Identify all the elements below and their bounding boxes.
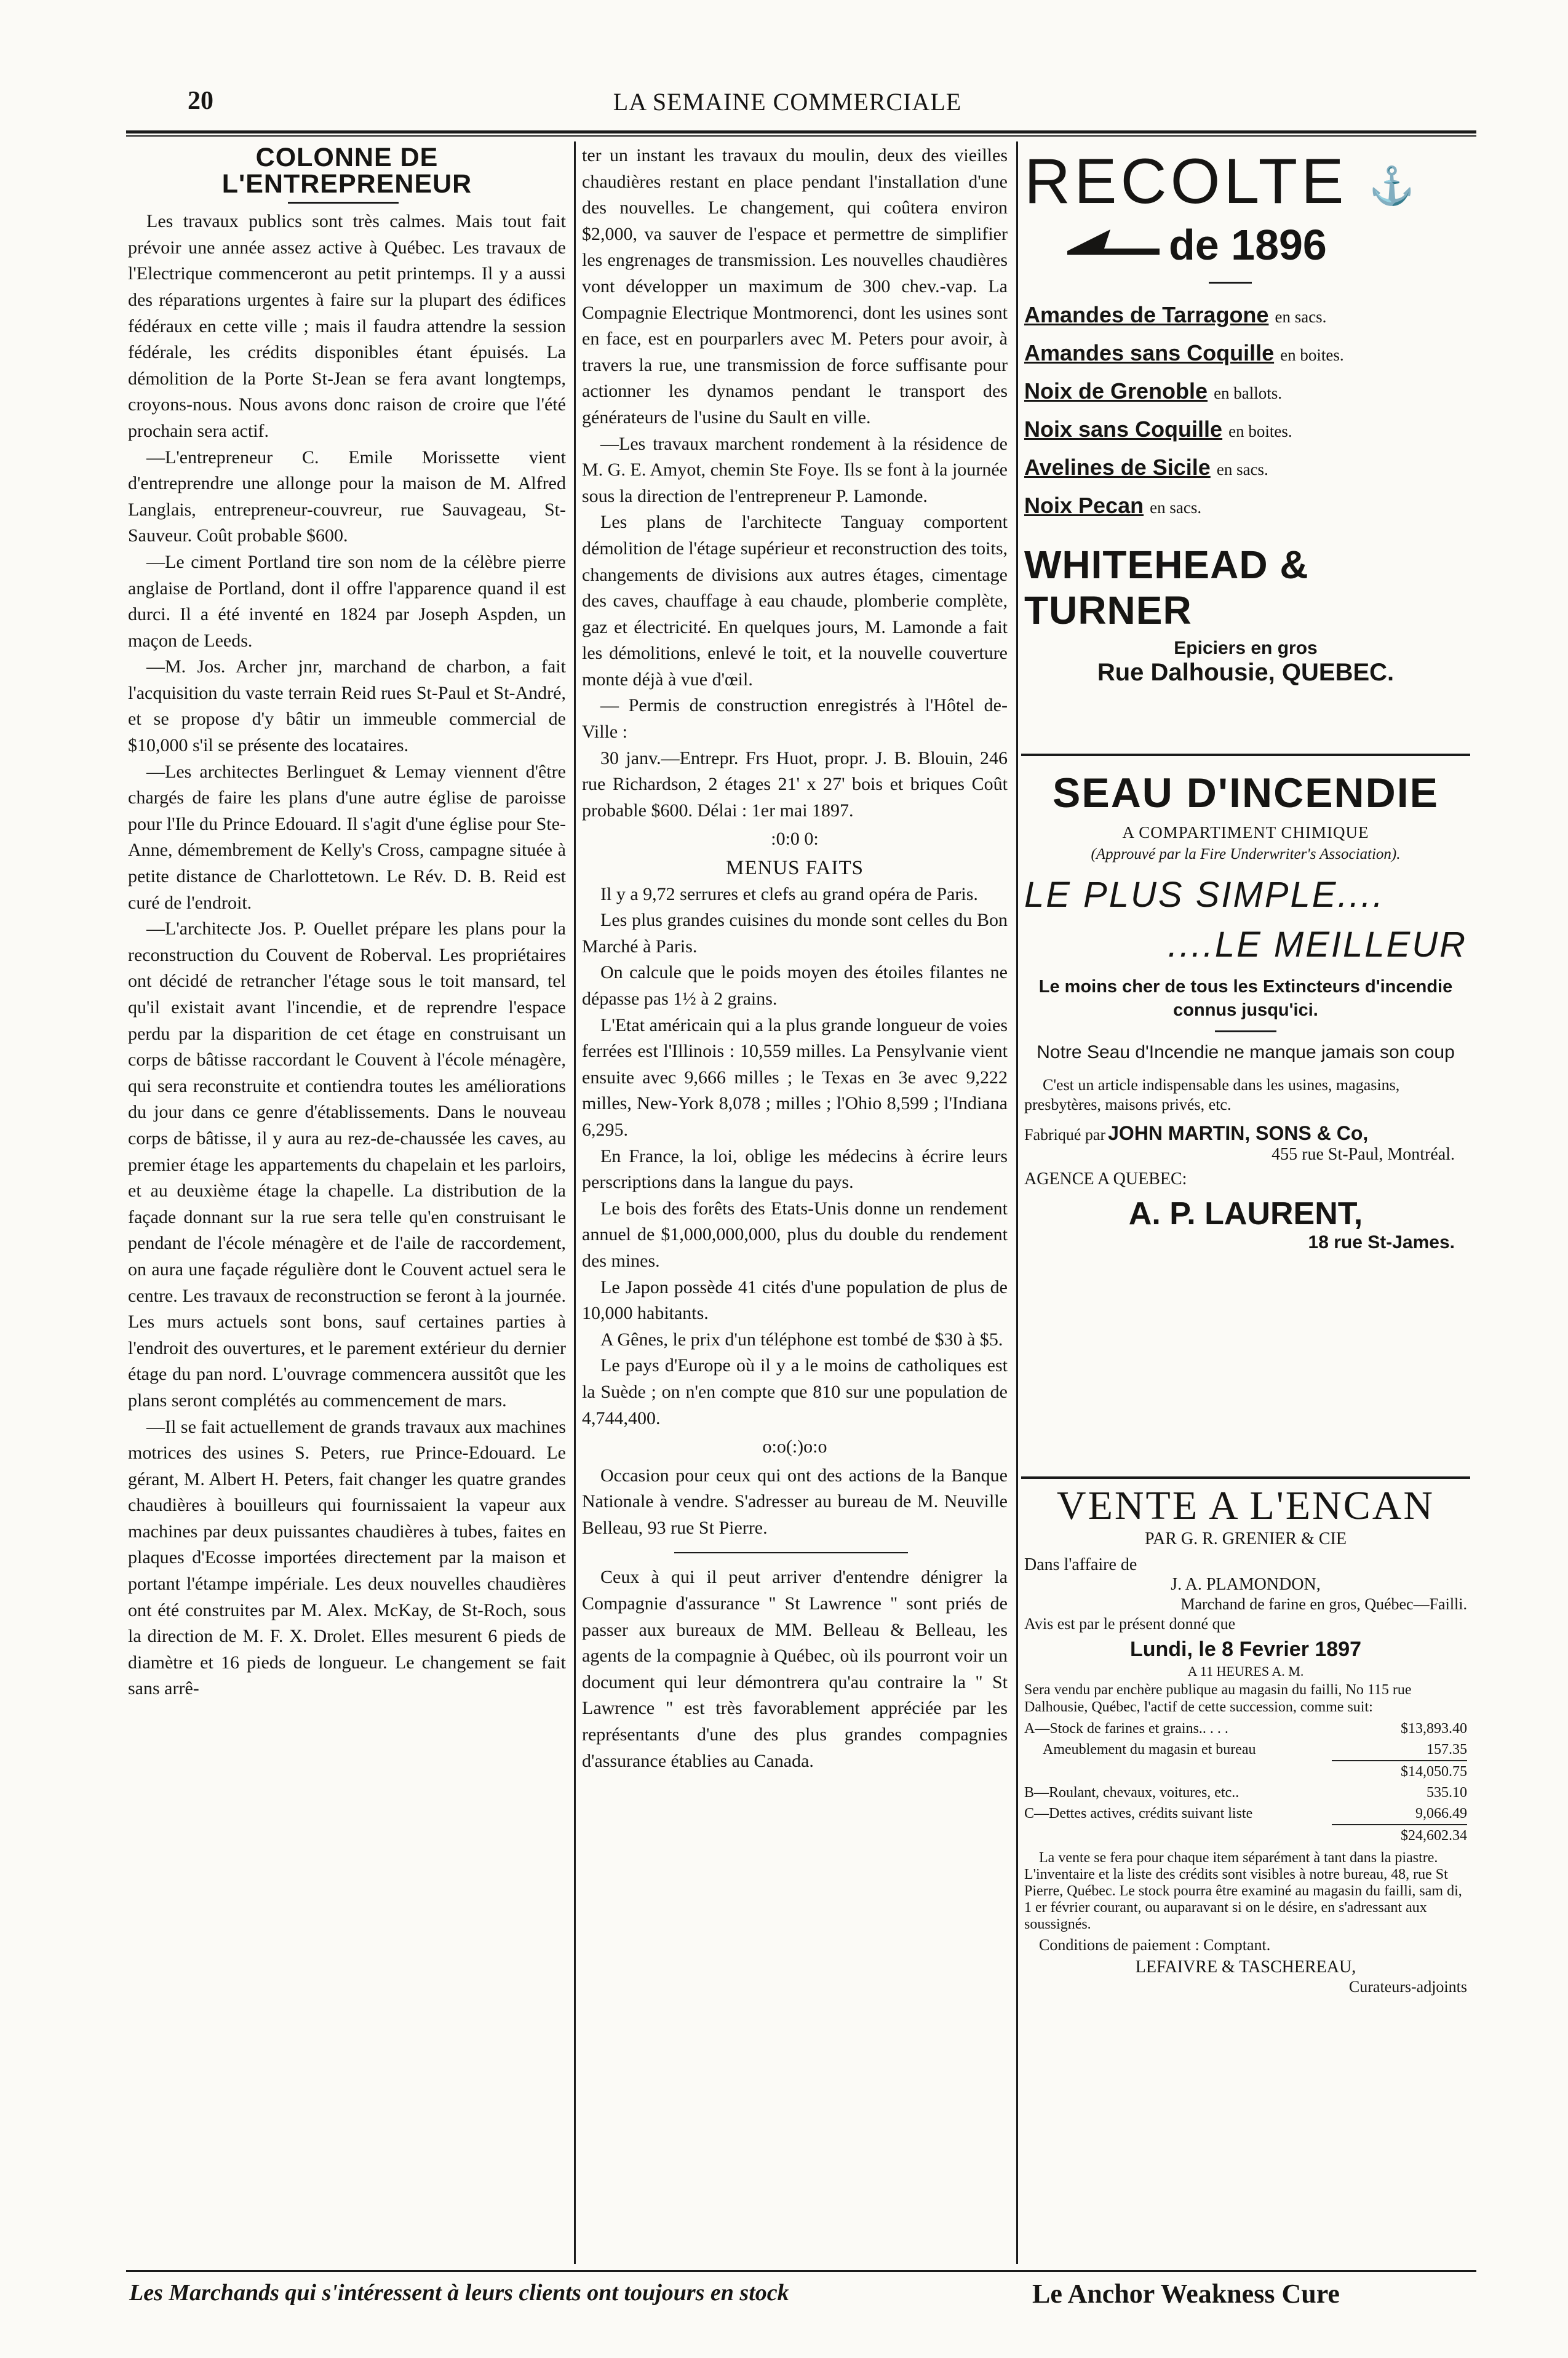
column-divider <box>574 141 576 2264</box>
paragraph: 30 janv.—Entrepr. Frs Huot, propr. J. B. Blouin, 246 rue Richardson, 2 étages 21' x 27' bois et briques Coût probable $600. Délai : 1er mai 1897. <box>582 747 1008 821</box>
menus-item: Les plus grandes cuisines du monde sont celles du Bon Marché à Paris. <box>582 910 1008 957</box>
paragraph: Les plans de l'architecte Tanguay comportent démolition de l'étage supérieur et reconstruction des toits, changements de divisions aux autres étages, cimentage des caves, chauffage à eau chaude, plomberie complète, gaz et électricité. En quelques jours, M. Lamonde a fait les démolitions, enlevé le toit, et la nouvelle couverture monte déjà à vue d'œil. <box>582 512 1008 690</box>
menus-item: Le pays d'Europe où il y a le moins de catholiques est la Suède ; on n'en compte que 810 sur une population de 4,744,400. <box>582 1355 1008 1428</box>
footer-rule <box>126 2270 1476 2272</box>
seau-agent-address: 18 rue St-James. <box>1308 1232 1455 1253</box>
paragraph: ter un instant les travaux du moulin, deux des vieilles chaudières restant en place pendant l'installation d'une des nouvelles. Le changement, qui coûtera environ $2,000, va sauver de l'espace et permettre de simplifier les engrenages de transmission. Les nouvelles chaudières vont développer un maximum de 300 chev.-vap. La Compagnie Electrique Montmorenci, dont les usines sont en face, est en pourparlers avec M. Peters pour avoir, à travers la rue, une transmission de force suffisante pour actionner les dynamos pendant le transport des générateurs de l'usine du Sault en ville. <box>582 145 1008 428</box>
title-rule <box>288 202 399 204</box>
product-line: Amandes de Tarragone en sacs. <box>1024 301 1327 327</box>
vente-table <box>1024 1718 1467 1846</box>
ad-vente <box>1024 1483 1467 1997</box>
vente-row: Ameublement du magasin et bureau 157.35 <box>1043 1742 1467 1758</box>
seau-simple: LE PLUS SIMPLE.... <box>1024 875 1385 915</box>
anchor-icon: ⚓ <box>1369 165 1419 207</box>
vente-conditions: Conditions de paiement : Comptant. <box>1039 1936 1271 1954</box>
header-rule-thin <box>126 135 1476 137</box>
ad-seau <box>1024 769 1467 1253</box>
menus-item: Le Japon possède 41 cités d'une population de plus de 10,000 habitants. <box>582 1277 1008 1324</box>
arrow-icon <box>1067 226 1160 263</box>
menus-title: MENUS FAITS <box>725 857 864 880</box>
seau-article: C'est un article indispensable dans les usines, magasins, presbytères, maisons privés, etc. <box>1024 1076 1400 1113</box>
menus-item: L'Etat américain qui a la plus grande longueur de voies ferrées est l'Illinois : 10,559 milles. La Pensylvanie vient ensuite avec 9,666 milles ; le Texas en 3e avec 9,222 milles, New-York 8,078 ; milles ; l'Ohio 8,599 ; l'Indiana 6,295. <box>582 1014 1008 1140</box>
product-line: Noix sans Coquille en boites. <box>1024 416 1292 442</box>
vente-sera: Sera vendu par enchère publique au magasin du failli, No 115 rue Dalhousie, Québec, l'actif de cette succession, comme suit: <box>1024 1682 1412 1715</box>
column-divider <box>1016 141 1018 2264</box>
section-title: COLONNE DE L'ENTREPRENEUR <box>221 145 472 199</box>
vente-heure: A 11 HEURES A. M. <box>1187 1663 1304 1679</box>
notice-occasion: Occasion pour ceux qui ont des actions de la Banque Nationale à vendre. S'adresser au bureau de M. Neuville Belleau, 93 rue St Pierre. <box>582 1465 1008 1538</box>
notice-rule <box>674 1552 908 1553</box>
notice-ceux: Ceux à qui il peut arriver d'entendre dénigrer la Compagnie d'assurance " St Lawrence " sont priés de passer aux bureaux de MM. Belleau & Belleau, les agents de la compagnie à Québec, où ils pourront voir un document qui leur démontrera qu'au contraire la " St Lawrence " est très favorablement appréciée par les représentants d'une des plus grandes compagnies d'assurance établies au Canada. <box>582 1567 1008 1771</box>
ad-divider <box>1021 754 1470 756</box>
footer-right: Le Anchor Weakness Cure <box>1032 2279 1340 2309</box>
seau-meilleur: ....LE MEILLEUR <box>1168 925 1467 965</box>
seau-fabrique: Fabriqué par JOHN MARTIN, SONS & Co, <box>1024 1122 1369 1144</box>
seau-agence: AGENCE A QUEBEC: <box>1024 1169 1187 1189</box>
paragraph: —Il se fait actuellement de grands travaux aux machines motrices des usines S. Peters, rue Prince-Edouard. Le gérant, M. Albert H. Peters, fait changer les quatre grandes chaudières à bouilleurs qui fournissaient la vapeur aux machines par deux puissantes chaudières à tubes, faites en plaques d'Ecosse importées directement par la maison et portant l'étampe impériale. Les deux nouvelles chaudières ont été construites par M. Alex. McKay, de St-Roch, sous la direction de M. F. X. Drolet. Elles mesurent 6 pieds de diamètre et 16 pieds de longueur. Le changement se fait sans arrê- <box>128 1416 566 1699</box>
paragraph: —L'entrepreneur C. Emile Morissette vient d'entreprendre une allonge pour la maison de M. Alfred Langlais, entrepreneur-couvreur, rue Sauvageau, St-Sauveur. Coût probable $600. <box>128 447 566 546</box>
vente-row: A—Stock de farines et grains.. . . . $13,893.40 <box>1024 1721 1467 1737</box>
menus-item: Il y a 9,72 serrures et clefs au grand opéra de Paris. <box>600 883 978 904</box>
vente-date: Lundi, le 8 Fevrier 1897 <box>1129 1638 1362 1661</box>
seau-notre: Notre Seau d'Incendie ne manque jamais son coup <box>1037 1042 1455 1062</box>
seau-approved: (Approuvé par la Fire Underwriter's Association). <box>1091 846 1401 862</box>
paragraph: —Les architectes Berlinguet & Lemay viennent d'être chargés de faire les plans d'une autre église de paroisse pour l'Ile du Prince Edouard. Il s'agit d'une église pour Ste-Anne, démembrement de Kelly's Cross, campagne située à petite distance de Charlottetown. Le Rév. D. B. Reid est curé de l'endroit. <box>128 761 566 913</box>
vente-name: J. A. PLAMONDON, <box>1171 1575 1321 1594</box>
vente-curators-sub: Curateurs-adjoints <box>1348 1978 1467 1996</box>
ad-rule <box>1215 1030 1276 1032</box>
product-line: Amandes sans Coquille en boites. <box>1024 340 1344 365</box>
firm-sub: Epiciers en gros <box>1174 637 1318 658</box>
menus-item: En France, la loi, oblige les médecins à écrire leurs perscriptions dans la langue du pays. <box>582 1145 1008 1193</box>
product-line: Noix de Grenoble en ballots. <box>1024 378 1283 404</box>
page-number: 20 <box>188 87 213 115</box>
vente-row: C—Dettes actives, crédits suivant liste 9,066.49 <box>1024 1806 1467 1822</box>
ad-recolte <box>1024 148 1467 687</box>
firm-address: Rue Dalhousie, QUEBEC. <box>1097 658 1395 686</box>
vente-avis: Avis est par le présent donné que <box>1024 1615 1236 1633</box>
paragraph: —L'architecte Jos. P. Ouellet prépare les plans pour la reconstruction du Couvent de Roberval. Les propriétaires ont décidé de retrancher l'étage sous le toit mansard, tel qu'il existait avant l'incendie, et de reprendre l'espace perdu par la disparition de cet étage en construisant un corps de bâtisse raccordant le Couvent à l'école ménagère, qui sera reconstruite et contiendra toutes les améliorations du jour dans ce genre d'établissements. Dans le nouveau corps de bâtisse, il y aura au rez-de-chaussée les caves, au premier étage les appartements du chapelain et les parloirs, et au deuxième étage la chapelle. La distribution de la façade donnant sur la rue sera telle qu'en construisant le pendant de l'école ménagère et de l'aile de raccordement, on aura une façade régulière dont le Couvent actuel sera le centre. Les travaux de reconstruction se feront à la journée. Les murs actuels sont bons, sauf certaines parties à l'endroit des ouvertures, et le parement extérieur du dernier étage du pan nord. L'ouvrage commencera aussitôt que les plans seront complétés au commencement de mars. <box>128 918 566 1411</box>
product-line: Avelines de Sicile en sacs. <box>1024 454 1268 480</box>
paragraph: —Les travaux marchent rondement à la résidence de M. G. E. Amyot, chemin Ste Foye. Ils se font à la journée sous la direction de l'entrepreneur P. Lamonde. <box>582 433 1008 506</box>
menus-item: A Gênes, le prix d'un téléphone est tombé de $30 à $5. <box>600 1329 1003 1350</box>
ad-divider <box>1021 1476 1470 1479</box>
paragraph: — Permis de construction enregistrés à l'Hôtel de-Ville : <box>582 695 1008 743</box>
header-rule <box>126 130 1476 133</box>
vente-fine: La vente se fera pour chaque item séparément à tant dans la piastre. L'inventaire et la liste des crédits sont visibles à notre bureau, 48, rue St Pierre, Québec. Le stock pourra être examiné au magasin du failli, sam di, 1 er février courant, ou auparavant si on le désire, en s'adressant aux soussignés. <box>1024 1850 1462 1932</box>
seau-agent: A. P. LAURENT, <box>1128 1196 1363 1232</box>
seau-moins-cher: Le moins cher de tous les Extincteurs d'incendie connus jusqu'ici. <box>1038 977 1453 1020</box>
vente-row: $14,050.75 <box>1332 1760 1467 1782</box>
product-line: Noix Pecan en sacs. <box>1024 492 1202 518</box>
seau-fabrique-address: 455 rue St-Paul, Montréal. <box>1272 1145 1455 1164</box>
vente-par: PAR G. R. GRENIER & CIE <box>1144 1529 1347 1548</box>
ad-year: de 1896 <box>1024 220 1467 276</box>
vente-row: $24,602.34 <box>1332 1824 1467 1846</box>
ad-title-recolte: RECOLTE ⚓ <box>1024 146 1419 217</box>
firm-name: WHITEHEAD & TURNER <box>1024 542 1309 632</box>
paragraph: Les travaux publics sont très calmes. Mais tout fait prévoir une année assez active à Québec. Les travaux de l'Electrique commenceront au petit printemps. Il y a aussi des réparations urgentes à faire sur la plupart des édifices fédéraux en cette ville ; mais il faudra attendre la session fédérale, les crédits disponibles étant épuisés. La démolition de la Porte St-Jean se fera avant longtemps, croyons-nous. Nous avons donc raison de croire que l'été prochain sera actif. <box>128 211 566 441</box>
vente-title: VENTE A L'ENCAN <box>1056 1483 1435 1528</box>
column-2 <box>582 143 1008 1774</box>
seau-sub: A COMPARTIMENT CHIMIQUE <box>1122 823 1369 842</box>
vente-marchand: Marchand de farine en gros, Québec—Failli. <box>1180 1595 1467 1613</box>
vente-curators: LEFAIVRE & TASCHEREAU, <box>1135 1958 1356 1977</box>
separator: :0:0 0: <box>771 829 819 850</box>
footer-left: Les Marchands qui s'intéressent à leurs clients ont toujours en stock <box>129 2280 789 2306</box>
menus-item: On calcule que le poids moyen des étoiles filantes ne dépasse pas 1½ à 2 grains. <box>582 962 1008 1009</box>
menus-item: Le bois des forêts des Etats-Unis donne un rendement annuel de $1,000,000,000, plus du double du rendement des mines. <box>582 1198 1008 1271</box>
paragraph: —Le ciment Portland tire son nom de la célèbre pierre anglaise de Portland, dont il offre l'apparence quand il est durci. Il a été inventé en 1824 par Joseph Aspden, un maçon de Leeds. <box>128 551 566 651</box>
vente-row: B—Roulant, chevaux, voitures, etc.. 535.10 <box>1024 1785 1467 1801</box>
journal-title: LA SEMAINE COMMERCIALE <box>613 88 962 116</box>
ad-rule <box>1209 282 1252 284</box>
vente-dans: Dans l'affaire de <box>1024 1555 1137 1574</box>
seau-title: SEAU D'INCENDIE <box>1052 770 1439 816</box>
separator: o:o(:)o:o <box>762 1436 827 1457</box>
column-1 <box>128 145 566 1702</box>
paragraph: —M. Jos. Archer jnr, marchand de charbon, a fait l'acquisition du vaste terrain Reid rues St-Paul et St-André, et se propose d'y bâtir un immeuble commercial de $10,000 s'il se présente des locataires. <box>128 656 566 756</box>
